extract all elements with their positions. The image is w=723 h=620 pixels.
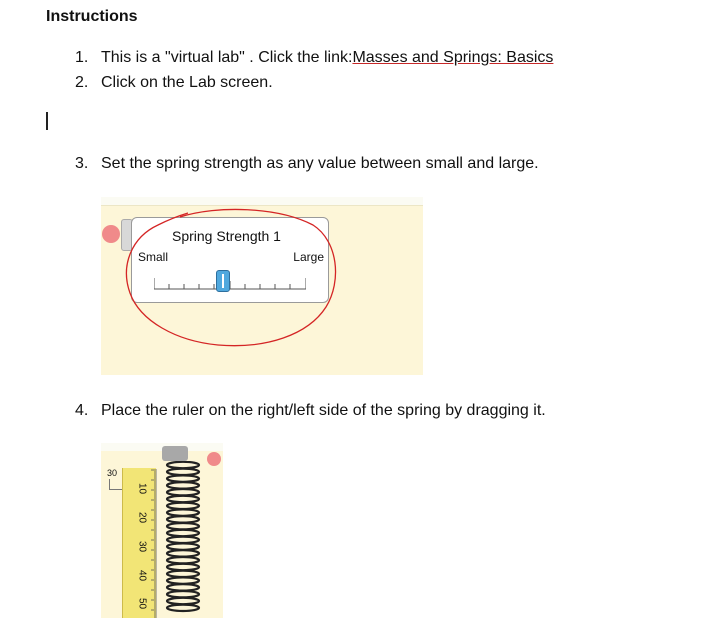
slider-min-label: Small xyxy=(138,250,169,264)
spring-coil-loop xyxy=(167,496,199,502)
spring-coil-loop xyxy=(167,489,199,495)
step-3-text: Set the spring strength as any value between small and large. xyxy=(101,155,539,172)
spring-coil-loop xyxy=(167,564,199,570)
step-2-number: 2. xyxy=(75,74,89,91)
spring-coil-loop xyxy=(167,550,199,556)
spring-coil-loop xyxy=(167,523,199,529)
instructions-heading: Instructions xyxy=(46,8,138,25)
spring-coil-loop xyxy=(167,591,199,597)
spring-coil-loop xyxy=(167,503,199,509)
spring-coil-loop xyxy=(167,475,199,481)
spring-coil-loop xyxy=(167,584,199,590)
pink-marker-icon xyxy=(207,452,221,466)
spring-coil-loop xyxy=(167,482,199,488)
spring-coil-loop xyxy=(167,516,199,522)
step-1 xyxy=(75,49,553,67)
step-3-number: 3. xyxy=(75,155,89,172)
ruler-number: 50 xyxy=(136,597,148,610)
slider-max-label: Large xyxy=(293,250,324,264)
spring-coil-loop xyxy=(167,537,199,543)
spring-coil-loop xyxy=(167,598,199,604)
step-2-text: Click on the Lab screen. xyxy=(101,74,273,91)
spring-coil-loop xyxy=(167,543,199,549)
step-4 xyxy=(75,402,546,420)
step-1-text: This is a "virtual lab" . Click the link: xyxy=(101,49,353,66)
ruler-number: 40 xyxy=(136,569,148,582)
red-circle-annotation xyxy=(118,203,338,353)
corner-value: 30 xyxy=(107,468,118,478)
spring-coil-loop xyxy=(167,462,199,468)
spring-coil-loop xyxy=(167,530,199,536)
ruler-spring-figure xyxy=(101,443,223,618)
step-3 xyxy=(75,155,539,173)
step-4-text: Place the ruler on the right/left side of the spring by dragging it. xyxy=(101,402,546,419)
ruler-ticks xyxy=(151,468,157,618)
spring-strength-title: Spring Strength 1 xyxy=(172,228,281,244)
spring-coil-loop xyxy=(167,509,199,515)
spring-hanger xyxy=(162,446,188,461)
spring-coil-loop xyxy=(167,571,199,577)
ruler-number: 10 xyxy=(136,482,148,495)
step-4-number: 4. xyxy=(75,402,89,419)
spring-coil[interactable] xyxy=(163,461,203,618)
step-1-number: 1. xyxy=(75,49,89,66)
ruler-number: 30 xyxy=(136,540,148,553)
spring-coil-loop xyxy=(167,577,199,583)
spring-coil-loop xyxy=(167,469,199,475)
corner-bracket xyxy=(109,479,122,490)
spring-coil-loop xyxy=(167,605,199,611)
text-cursor xyxy=(46,112,48,130)
ruler-number: 20 xyxy=(136,511,148,524)
step-2 xyxy=(75,74,273,92)
masses-springs-link[interactable]: Masses and Springs: Basics xyxy=(352,49,554,66)
spring-coil-loop xyxy=(167,557,199,563)
